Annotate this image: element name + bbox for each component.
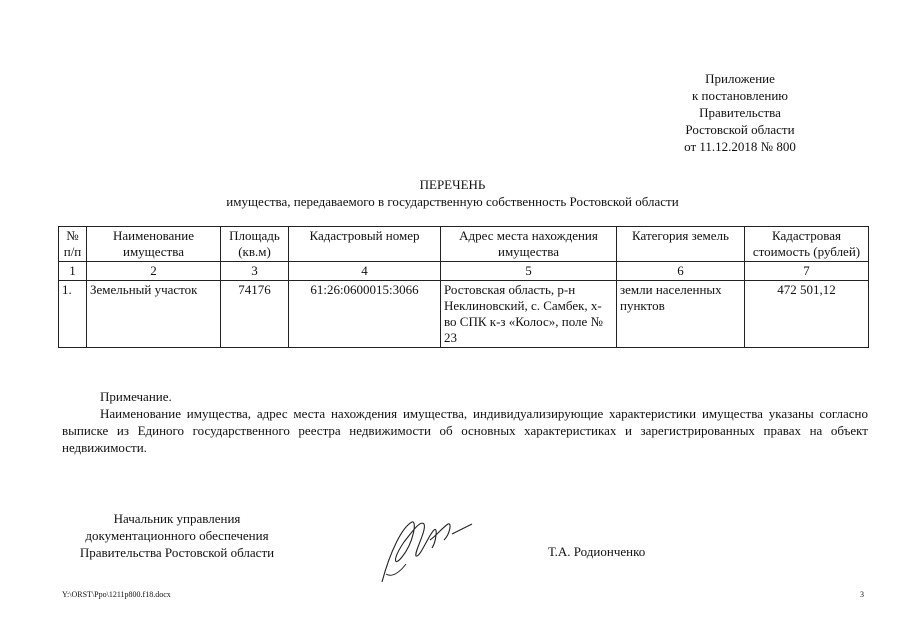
note-block [62, 388, 868, 456]
appendix-block [600, 70, 880, 155]
signatory-name: Т.А. Родионченко [548, 544, 646, 559]
column-number: 4 [289, 262, 441, 281]
column-number: 2 [87, 262, 221, 281]
column-number: 6 [617, 262, 745, 281]
title-subheading: имущества, передаваемого в государственную собственность Ростовской области [226, 194, 679, 209]
appendix-line: Правительства [699, 105, 781, 120]
land-category: земли населенных пунктов [617, 281, 745, 348]
appendix-line: Ростовской области [685, 122, 795, 137]
table-header-row [59, 227, 869, 262]
signatory-position [55, 510, 299, 561]
table-row [59, 281, 869, 348]
property-table [58, 226, 869, 348]
header-cell: № п/п [59, 227, 87, 262]
header-cell: Категория земель [617, 227, 745, 262]
appendix-line: от 11.12.2018 № 800 [684, 139, 796, 154]
position-line: Начальник управления [113, 511, 241, 526]
header-cell: Кадастровая стоимость (рублей) [745, 227, 869, 262]
header-cell: Адрес места нахождения имущества [441, 227, 617, 262]
area: 74176 [221, 281, 289, 348]
header-cell: Кадастровый номер [289, 227, 441, 262]
address: Ростовская область, р-н Неклиновский, с. Самбек, х-во СПК к-з «Колос», поле № 23 [441, 281, 617, 348]
column-number: 5 [441, 262, 617, 281]
row-number: 1. [59, 281, 87, 348]
property-name: Земельный участок [87, 281, 221, 348]
header-cell: Площадь (кв.м) [221, 227, 289, 262]
column-number: 1 [59, 262, 87, 281]
document-title [0, 176, 905, 210]
note-label: Примечание. [100, 389, 172, 404]
title-heading: ПЕРЕЧЕНЬ [419, 177, 486, 192]
page-number: 3 [860, 590, 864, 599]
position-line: Правительства Ростовской области [79, 545, 275, 560]
position-line: документационного обеспечения [85, 528, 269, 543]
note-text: Наименование имущества, адрес места нахождения имущества, индивидуализирующие характеристики имущества указаны согласно выписке из Единого государственного реестра недвижимости об основных характеристиках и зарегистрированных правах на объект недвижимости. [62, 406, 868, 455]
header-cell: Наименование имущества [87, 227, 221, 262]
column-number-row [59, 262, 869, 281]
column-number: 7 [745, 262, 869, 281]
file-path: Y:\ORST\Ppo\1211p800.f18.docx [62, 590, 171, 599]
handwritten-signature [372, 512, 482, 592]
cadastral-value: 472 501,12 [745, 281, 869, 348]
column-number: 3 [221, 262, 289, 281]
appendix-line: Приложение [705, 71, 775, 86]
cadastral-number: 61:26:0600015:3066 [289, 281, 441, 348]
appendix-line: к постановлению [691, 88, 789, 103]
